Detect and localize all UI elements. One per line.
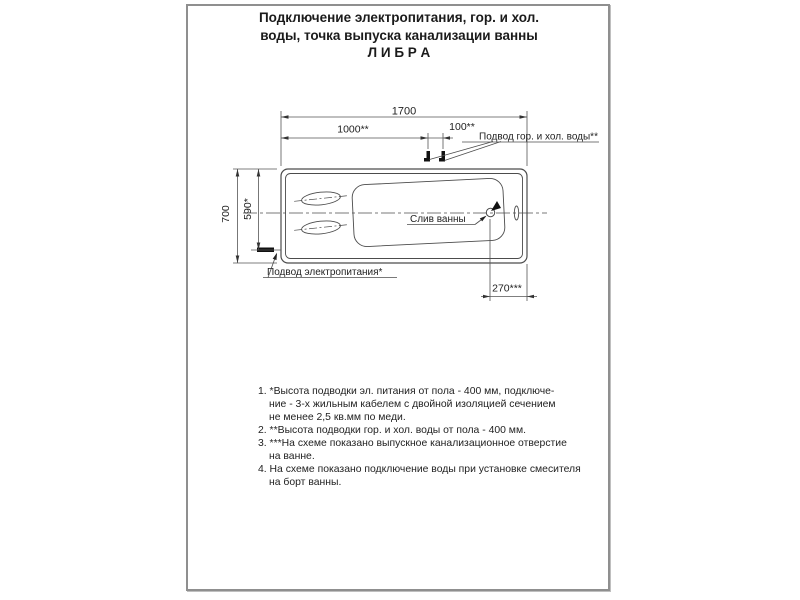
dim-text-supply-offset: 1000** <box>337 123 369 136</box>
arrowhead <box>273 253 277 260</box>
notes-block <box>258 386 598 490</box>
note-line: на борт ванны. <box>269 476 342 488</box>
note-line: не менее 2,5 кв.мм по меди. <box>269 411 406 423</box>
dim-text-overall-width: 700 <box>220 205 232 223</box>
drain-marker-flag <box>491 201 501 211</box>
label-drain: Слив ванны <box>410 214 466 225</box>
dim-text-drain-offset: 270*** <box>492 282 522 295</box>
water-supply-foot-left <box>424 158 427 162</box>
title-line-3-model-name: Л И Б Р А <box>367 45 431 60</box>
bathtub-top-view <box>243 151 547 263</box>
arrowhead <box>421 136 429 140</box>
arrowhead <box>483 295 490 299</box>
dim-text-overall-length: 1700 <box>391 105 417 118</box>
water-leader-right <box>445 142 502 161</box>
arrowhead <box>443 136 450 140</box>
arrowhead <box>236 256 240 264</box>
dim-text-power-offset: 590* <box>242 198 254 220</box>
arrowhead <box>520 115 528 119</box>
note-line: 2. **Высота подводки гор. и хол. воды от пола - 400 мм. <box>258 424 526 436</box>
arrowhead <box>236 169 240 177</box>
water-supply-point-left <box>427 151 431 162</box>
water-supply-foot-right <box>439 158 442 162</box>
arrowhead <box>527 295 534 299</box>
note-line: 4. На схеме показано подключение воды при установке смесителя <box>258 463 581 475</box>
arrowhead <box>281 136 289 140</box>
label-leaders <box>263 142 599 278</box>
note-line: на ванне. <box>269 450 315 462</box>
tub-inner-rim <box>286 174 523 259</box>
arrowhead <box>257 169 261 177</box>
dim-text-supply-spacing: 100** <box>449 121 475 133</box>
note-line: ние - 3-х жильным кабелем с двойной изоляцией сечением <box>269 398 556 410</box>
note-line: 3. ***На схеме показано выпускное канализационное отверстие <box>258 437 567 449</box>
title-line-2: воды, точка выпуска канализации ванны <box>260 27 538 43</box>
water-leader-left <box>430 142 494 160</box>
arrowhead <box>281 115 289 119</box>
tub-basin <box>352 178 506 247</box>
note-line: 1. *Высота подводки эл. питания от пола - 400 мм, подключе- <box>258 386 555 397</box>
label-power-supply: Подвод электропитания* <box>267 267 383 278</box>
title-line-1: Подключение электропитания, гор. и хол. <box>258 10 540 25</box>
label-water-supply: Подвод гор. и хол. воды** <box>479 131 598 143</box>
